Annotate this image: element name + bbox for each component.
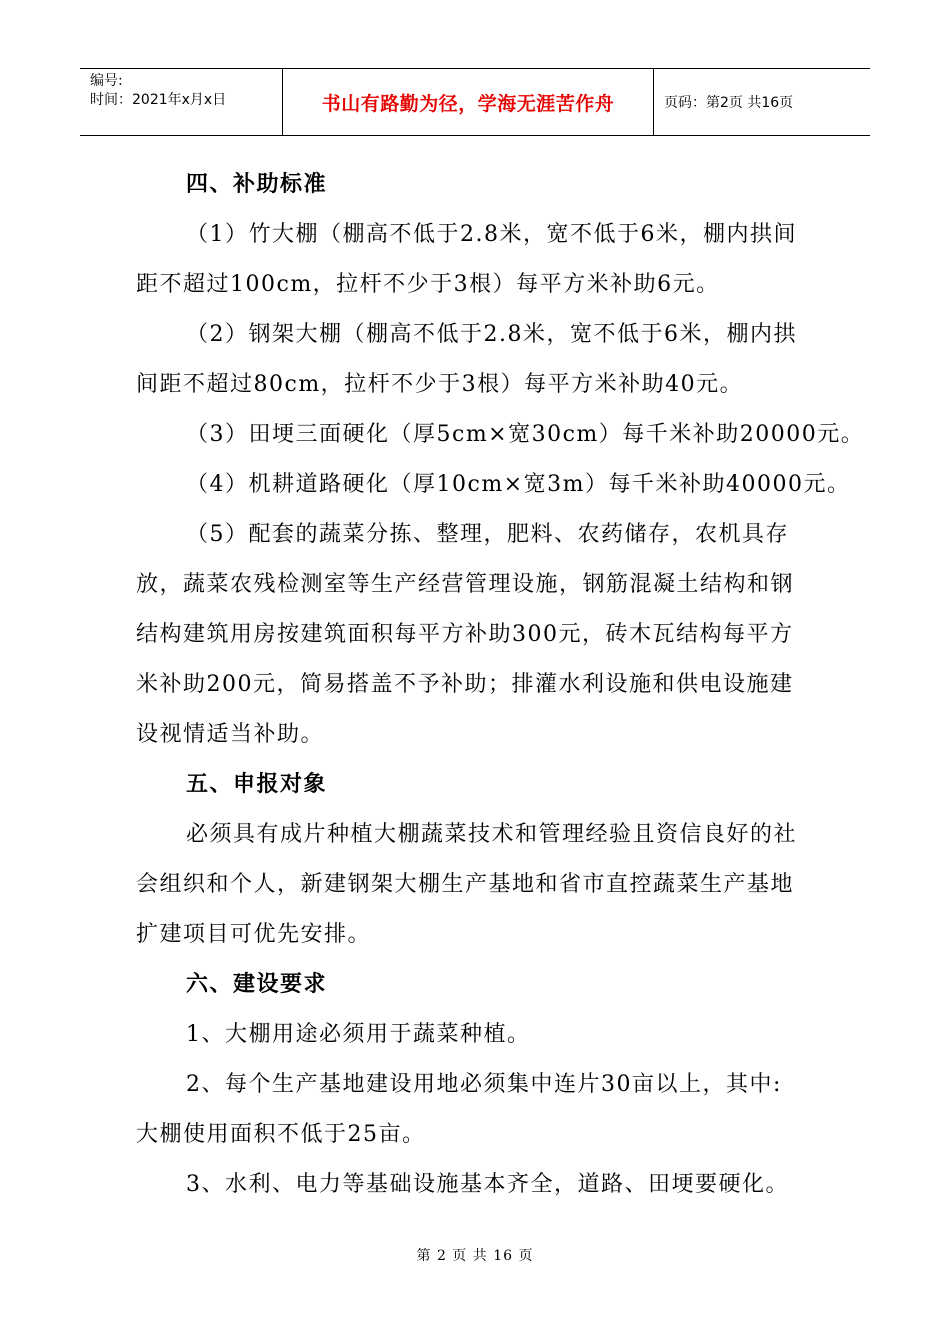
body-text-line: 米补助200元，简易搭盖不予补助；排灌水利设施和供电设施建 <box>136 672 794 697</box>
body-text-line: 会组织和个人，新建钢架大棚生产基地和省市直控蔬菜生产基地 <box>136 872 795 897</box>
section-heading: 四、补助标准 <box>186 172 328 197</box>
body-text-line: 大棚使用面积不低于25亩。 <box>136 1122 426 1147</box>
body-text-line: 1、大棚用途必须用于蔬菜种植。 <box>186 1022 531 1047</box>
body-text-line: （2）钢架大棚（棚高不低于2.8米，宽不低于6米，棚内拱 <box>186 322 797 347</box>
header-motto: 书山有路勤为径，学海无涯苦作舟 <box>282 69 654 135</box>
body-text-line: （1）竹大棚（棚高不低于2.8米，宽不低于6米，棚内拱间 <box>186 222 797 247</box>
body-text-line: 2、每个生产基地建设用地必须集中连片30亩以上，其中: <box>186 1072 782 1097</box>
document-time-label: 时间：2021年x月x日 <box>90 92 227 108</box>
body-text-line: 放，蔬菜农残检测室等生产经营管理设施，钢筋混凝土结构和钢 <box>136 572 795 597</box>
document-number-label: 编号: <box>90 73 123 89</box>
document-body <box>136 160 865 1210</box>
body-text-line: 结构建筑用房按建筑面积每平方补助300元，砖木瓦结构每平方 <box>136 622 794 647</box>
body-text-line: （4）机耕道路硬化（厚10cm×宽3m）每千米补助40000元。 <box>186 472 851 497</box>
section-heading: 五、申报对象 <box>186 772 328 797</box>
body-text-line: （3）田埂三面硬化（厚5cm×宽30cm）每千米补助20000元。 <box>186 422 865 447</box>
body-text-line: （5）配套的蔬菜分拣、整理，肥料、农药储存，农机具存 <box>186 522 789 547</box>
body-text-line: 间距不超过80cm，拉杆不少于3根）每平方米补助40元。 <box>136 372 744 397</box>
body-text-line: 设视情适当补助。 <box>136 722 325 747</box>
body-text-line: 3、水利、电力等基础设施基本齐全，道路、田埂要硬化。 <box>186 1172 789 1197</box>
header-meta <box>80 69 282 135</box>
page-header <box>80 68 870 136</box>
body-text-line: 扩建项目可优先安排。 <box>136 922 372 947</box>
header-page-info: 页码：第2页 共16页 <box>664 95 794 111</box>
page-footer: 第 2 页 共 16 页 <box>416 1248 534 1264</box>
body-text-line: 距不超过100cm，拉杆不少于3根）每平方米补助6元。 <box>136 272 720 297</box>
section-heading: 六、建设要求 <box>186 972 328 997</box>
body-text-line: 必须具有成片种植大棚蔬菜技术和管理经验且资信良好的社 <box>186 822 798 847</box>
